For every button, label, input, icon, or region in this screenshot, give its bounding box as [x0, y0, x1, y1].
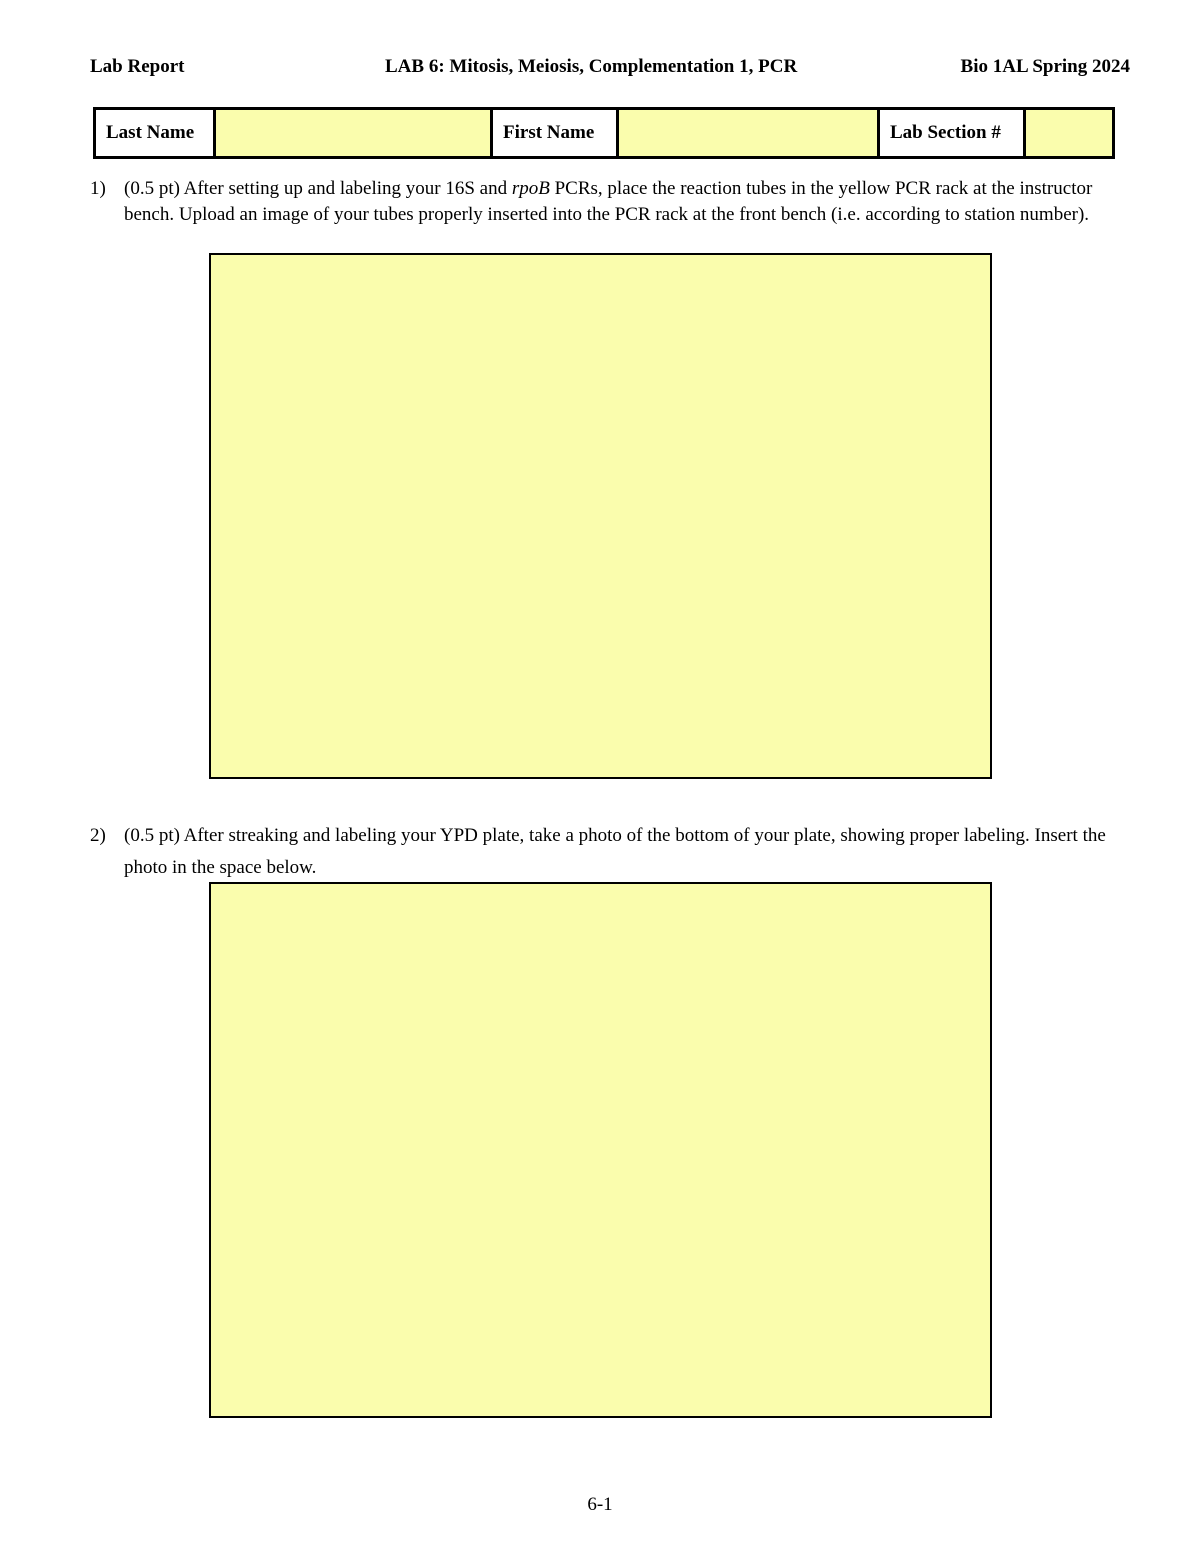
image-upload-box-2[interactable]	[209, 882, 992, 1418]
question-1-text-end: PCRs, place the reaction tubes in the yellow PCR rack at the instructor bench. Upload an image of your tubes properly inserted into the PCR rack at the front bench (i.e. according to station number).	[124, 178, 1093, 225]
lab-section-label: Lab Section #	[879, 109, 1025, 158]
question-2-number: 2)	[90, 825, 106, 846]
last-name-cell[interactable]	[215, 109, 492, 158]
first-name-label: First Name	[492, 109, 618, 158]
question-1	[90, 176, 1120, 228]
question-2-text: (0.5 pt) After streaking and labeling your YPD plate, take a photo of the bottom of your plate, showing proper labeling. Insert the photo in the space below.	[124, 825, 1106, 878]
question-1-text-start: (0.5 pt) After setting up and labeling your 16S and	[124, 178, 512, 199]
last-name-field[interactable]	[216, 110, 490, 156]
header-course-term: Bio 1AL Spring 2024	[960, 56, 1130, 77]
question-1-text	[124, 176, 1120, 228]
student-info-table	[93, 107, 1115, 159]
last-name-label: Last Name	[95, 109, 215, 158]
first-name-cell[interactable]	[618, 109, 879, 158]
image-upload-box-1[interactable]	[209, 253, 992, 779]
page-header	[90, 56, 1130, 84]
page-number: 6-1	[587, 1494, 613, 1515]
lab-section-field[interactable]	[1026, 110, 1112, 156]
header-lab-title: LAB 6: Mitosis, Meiosis, Complementation 1, PCR	[385, 56, 798, 77]
question-1-number: 1)	[90, 178, 106, 199]
header-left-title: Lab Report	[90, 56, 185, 77]
lab-section-cell[interactable]	[1025, 109, 1114, 158]
gene-name-italic: rpoB	[511, 178, 550, 199]
question-2	[90, 820, 1120, 884]
first-name-field[interactable]	[619, 110, 877, 156]
